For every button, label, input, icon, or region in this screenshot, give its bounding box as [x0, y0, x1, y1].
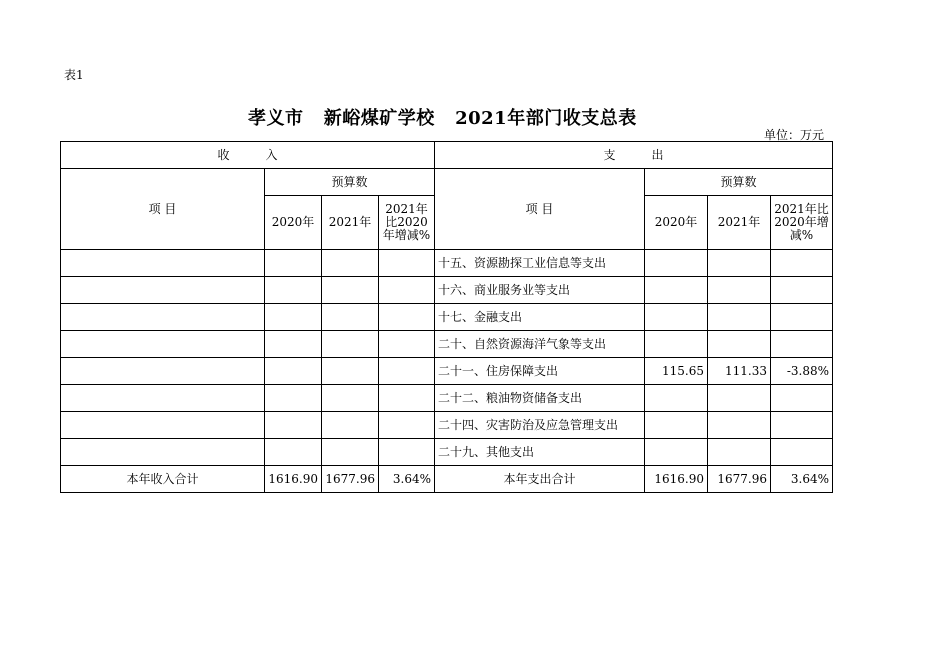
- expense-change-cell: [771, 304, 833, 331]
- income-change-cell: [379, 358, 435, 385]
- table-row: [61, 358, 833, 385]
- income-2021-cell: [322, 358, 379, 385]
- income-2021-cell: [322, 412, 379, 439]
- expense-item-header: 项 目: [435, 169, 645, 250]
- expense-total-change: 3.64%: [771, 466, 833, 493]
- expense-2020-cell: [645, 439, 708, 466]
- income-item-cell: [61, 412, 265, 439]
- unit-label: 单位：万元: [764, 128, 825, 142]
- page-title: 孝义市 新峪煤矿学校 2021年部门收支总表: [248, 108, 637, 129]
- totals-row: [61, 466, 833, 493]
- income-change-cell: [379, 385, 435, 412]
- income-change-cell: [379, 250, 435, 277]
- income-item-cell: [61, 250, 265, 277]
- income-2020-cell: [265, 385, 322, 412]
- income-item-cell: [61, 304, 265, 331]
- income-change-cell: [379, 331, 435, 358]
- expense-2021-header: 2021年: [708, 196, 771, 250]
- expense-2020-cell: [645, 277, 708, 304]
- income-2020-cell: [265, 331, 322, 358]
- expense-2021-cell: [708, 412, 771, 439]
- expense-change-cell: [771, 277, 833, 304]
- expense-item-cell: 二十四、灾害防治及应急管理支出: [435, 412, 645, 439]
- expense-change-cell: [771, 331, 833, 358]
- expense-2021-cell: 111.33: [708, 358, 771, 385]
- budget-summary-table: [60, 141, 833, 493]
- expense-total-2021: 1677.96: [708, 466, 771, 493]
- expense-2020-cell: [645, 250, 708, 277]
- income-2020-cell: [265, 304, 322, 331]
- table-row: [61, 439, 833, 466]
- income-item-cell: [61, 277, 265, 304]
- expense-item-cell: 十六、商业服务业等支出: [435, 277, 645, 304]
- income-total-change: 3.64%: [379, 466, 435, 493]
- table-row: [61, 304, 833, 331]
- table-row: [61, 412, 833, 439]
- income-2020-header: 2020年: [265, 196, 322, 250]
- income-2021-cell: [322, 385, 379, 412]
- income-total-2020: 1616.90: [265, 466, 322, 493]
- income-total-2021: 1677.96: [322, 466, 379, 493]
- expense-2021-cell: [708, 277, 771, 304]
- income-item-cell: [61, 358, 265, 385]
- income-change-cell: [379, 412, 435, 439]
- income-change-cell: [379, 439, 435, 466]
- table-row: [61, 331, 833, 358]
- expense-header: 支 出: [435, 142, 833, 169]
- expense-2021-cell: [708, 439, 771, 466]
- expense-item-cell: 二十一、住房保障支出: [435, 358, 645, 385]
- expense-2020-cell: 115.65: [645, 358, 708, 385]
- income-2020-cell: [265, 358, 322, 385]
- expense-item-cell: 二十九、其他支出: [435, 439, 645, 466]
- expense-change-cell: [771, 250, 833, 277]
- expense-change-cell: [771, 385, 833, 412]
- expense-2020-header: 2020年: [645, 196, 708, 250]
- table-row: [61, 385, 833, 412]
- income-2021-cell: [322, 277, 379, 304]
- expense-2020-cell: [645, 385, 708, 412]
- expense-change-cell: [771, 412, 833, 439]
- expense-change-header: 2021年比2020年增减%: [771, 196, 833, 250]
- expense-2021-cell: [708, 250, 771, 277]
- income-2020-cell: [265, 412, 322, 439]
- income-2021-cell: [322, 331, 379, 358]
- table-number: 表1: [64, 68, 84, 82]
- expense-2021-cell: [708, 304, 771, 331]
- table-row: [61, 250, 833, 277]
- income-header: 收 入: [61, 142, 435, 169]
- expense-change-cell: -3.88%: [771, 358, 833, 385]
- income-item-cell: [61, 439, 265, 466]
- income-budget-header: 预算数: [265, 169, 435, 196]
- income-2021-cell: [322, 439, 379, 466]
- income-change-header: 2021年比2020年增减%: [379, 196, 435, 250]
- expense-total-2020: 1616.90: [645, 466, 708, 493]
- income-total-label: 本年收入合计: [61, 466, 265, 493]
- table-row: [61, 277, 833, 304]
- expense-2020-cell: [645, 331, 708, 358]
- expense-budget-header: 预算数: [645, 169, 833, 196]
- income-item-cell: [61, 385, 265, 412]
- expense-2020-cell: [645, 304, 708, 331]
- expense-item-cell: 十五、资源勘探工业信息等支出: [435, 250, 645, 277]
- income-2020-cell: [265, 277, 322, 304]
- expense-item-cell: 二十二、粮油物资储备支出: [435, 385, 645, 412]
- income-2020-cell: [265, 250, 322, 277]
- expense-2020-cell: [645, 412, 708, 439]
- income-2021-cell: [322, 250, 379, 277]
- income-2021-header: 2021年: [322, 196, 379, 250]
- income-item-cell: [61, 331, 265, 358]
- expense-item-cell: 十七、金融支出: [435, 304, 645, 331]
- income-2021-cell: [322, 304, 379, 331]
- expense-2021-cell: [708, 385, 771, 412]
- expense-2021-cell: [708, 331, 771, 358]
- expense-total-label: 本年支出合计: [435, 466, 645, 493]
- income-item-header: 项 目: [61, 169, 265, 250]
- expense-item-cell: 二十、自然资源海洋气象等支出: [435, 331, 645, 358]
- income-change-cell: [379, 277, 435, 304]
- expense-change-cell: [771, 439, 833, 466]
- income-2020-cell: [265, 439, 322, 466]
- income-change-cell: [379, 304, 435, 331]
